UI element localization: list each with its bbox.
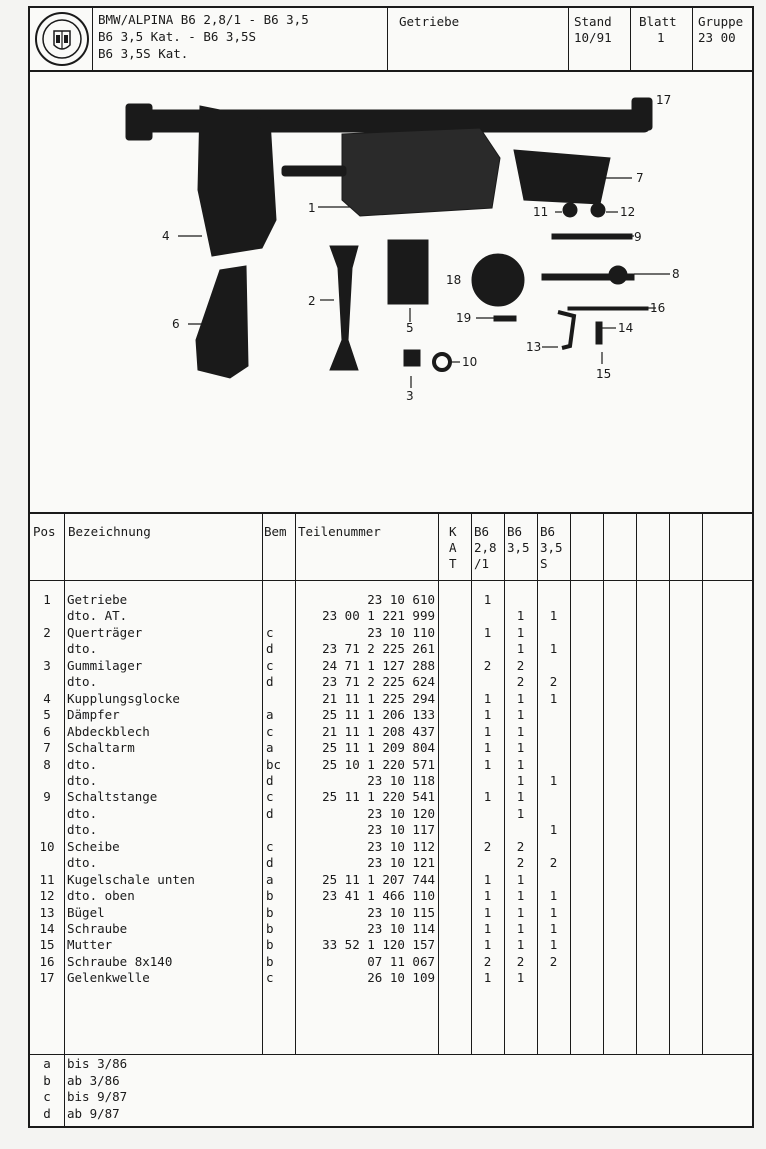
cover-plate-part [196, 266, 248, 378]
row-teilenummer: 24 71 1 127 288 [322, 657, 435, 673]
row-qty-b6-28: 1 [483, 871, 492, 887]
row-teilenummer: 23 10 121 [367, 855, 435, 871]
row-qty-b6-28: 1 [483, 921, 492, 936]
rubber-mount-part [388, 240, 428, 304]
row-bezeichnung: Kupplungsglocke [67, 690, 180, 706]
table-row [30, 855, 752, 872]
row-pos: 2 [43, 624, 51, 640]
row-qty-b6-35: 2 [516, 838, 525, 854]
row-teilenummer: 33 52 1 120 157 [322, 937, 435, 953]
row-qty-b6-35: 1 [516, 888, 525, 904]
gearbox-part [342, 128, 500, 216]
callout-19: 19 [456, 311, 472, 325]
row-qty-b6-35s: 1 [549, 690, 558, 706]
row-pos: 4 [43, 690, 51, 706]
legend-text: bis 9/87 [67, 1089, 128, 1104]
row-bem: b [266, 921, 274, 936]
row-bezeichnung: Schaltarm [67, 740, 135, 756]
row-qty-b6-35: 2 [516, 674, 525, 690]
row-bezeichnung: Getriebe [67, 592, 128, 607]
alpina-logo-icon [33, 11, 91, 67]
row-qty-b6-28: 2 [483, 953, 492, 969]
row-teilenummer: 07 11 067 [367, 953, 435, 969]
table-row [30, 905, 752, 922]
row-pos: 3 [43, 657, 51, 673]
callout-12: 12 [620, 205, 636, 219]
callout-9: 9 [634, 230, 642, 244]
row-pos: 11 [39, 871, 55, 887]
row-qty-b6-35s: 2 [549, 953, 558, 969]
callout-17: 17 [656, 93, 672, 107]
row-qty-b6-28: 1 [483, 690, 492, 706]
row-bezeichnung: Schraube [67, 921, 128, 936]
row-teilenummer: 21 11 1 208 437 [322, 723, 435, 739]
row-qty-b6-35s: 1 [549, 641, 558, 657]
row-bem: d [266, 641, 274, 657]
row-bem: b [266, 904, 274, 920]
row-bezeichnung: Abdeckblech [67, 723, 150, 739]
row-teilenummer: 23 10 110 [367, 624, 435, 640]
callout-8: 8 [672, 267, 680, 281]
row-teilenummer: 25 10 1 220 571 [322, 756, 435, 772]
row-qty-b6-35: 2 [516, 657, 525, 673]
table-row [30, 592, 752, 609]
row-qty-b6-35s: 1 [549, 822, 558, 838]
row-qty-b6-28: 1 [483, 707, 492, 723]
row-bezeichnung: Gummilager [67, 657, 143, 673]
row-pos: 8 [43, 756, 51, 772]
row-teilenummer: 25 11 1 220 541 [322, 789, 435, 805]
row-qty-b6-35: 2 [516, 855, 525, 871]
table-row [30, 954, 752, 971]
row-bezeichnung: dto. [67, 674, 98, 690]
row-qty-b6-35s: 1 [549, 921, 558, 936]
header-kat-3: T [449, 556, 457, 571]
row-bem: d [266, 772, 274, 788]
header-bem: Bem [264, 524, 287, 539]
model-line-2: B6 3,5 Kat. - B6 3,5S [98, 29, 257, 44]
row-bem: b [266, 888, 274, 904]
row-bem: a [266, 871, 274, 887]
table-row [30, 757, 752, 774]
legend-item [30, 1106, 752, 1123]
callout-14: 14 [618, 321, 634, 335]
shift-cover-part [514, 150, 610, 204]
row-bezeichnung: Schaltstange [67, 789, 158, 805]
legend-item [30, 1056, 752, 1073]
parts-sheet [28, 6, 754, 1128]
row-qty-b6-35: 1 [516, 756, 525, 772]
row-bem: c [266, 657, 274, 673]
row-pos: 12 [39, 888, 55, 904]
row-qty-b6-35: 1 [516, 740, 525, 756]
row-qty-b6-35s: 1 [549, 772, 558, 788]
row-pos: 9 [43, 789, 51, 805]
header-bezeichnung: Bezeichnung [68, 524, 151, 539]
row-qty-b6-28: 1 [483, 592, 492, 607]
callout-11: 11 [533, 205, 549, 219]
row-qty-b6-35: 1 [516, 641, 525, 657]
table-row [30, 641, 752, 658]
bell-housing-part [198, 106, 276, 256]
row-bem: d [266, 855, 274, 871]
row-pos: 13 [39, 904, 55, 920]
callout-16: 16 [650, 301, 666, 315]
row-qty-b6-35: 1 [516, 937, 525, 953]
header-b6-28-2: 2,8 [474, 540, 497, 555]
legend-key: b [43, 1072, 51, 1088]
parts-table [30, 512, 752, 1128]
row-qty-b6-28: 1 [483, 723, 492, 739]
row-qty-b6-35: 1 [516, 690, 525, 706]
row-qty-b6-35s: 2 [549, 674, 558, 690]
row-bezeichnung: dto. [67, 822, 98, 838]
row-qty-b6-35: 1 [516, 871, 525, 887]
table-row [30, 937, 752, 954]
exploded-parts-drawing [30, 70, 752, 512]
row-pos: 15 [39, 937, 55, 953]
legend-text: bis 3/86 [67, 1056, 128, 1071]
table-row [30, 740, 752, 757]
table-row [30, 724, 752, 741]
header-b6-35-1: B6 [507, 524, 523, 539]
model-line-1: BMW/ALPINA B6 2,8/1 - B6 3,5 [98, 12, 309, 27]
blatt-value: 1 [657, 30, 665, 45]
row-qty-b6-35: 1 [516, 904, 525, 920]
table-row [30, 789, 752, 806]
table-row [30, 806, 752, 823]
row-qty-b6-35s: 1 [549, 904, 558, 920]
table-row [30, 691, 752, 708]
row-qty-b6-28: 1 [483, 789, 492, 805]
row-bezeichnung: Dämpfer [67, 707, 120, 723]
row-teilenummer: 25 11 1 206 133 [322, 707, 435, 723]
row-bezeichnung: dto. AT. [67, 608, 128, 624]
row-bem: b [266, 953, 274, 969]
row-bezeichnung: dto. [67, 855, 98, 871]
row-qty-b6-35s: 1 [549, 888, 558, 904]
table-row [30, 773, 752, 790]
row-pos: 7 [43, 740, 51, 756]
row-qty-b6-28: 1 [483, 740, 492, 756]
table-row [30, 921, 752, 938]
row-teilenummer: 25 11 1 207 744 [322, 871, 435, 887]
header-kat-1: K [449, 524, 457, 539]
row-bezeichnung: dto. [67, 641, 98, 657]
row-qty-b6-28: 2 [483, 838, 492, 854]
row-bem: c [266, 624, 274, 640]
row-pos: 5 [43, 707, 51, 723]
row-bezeichnung: Querträger [67, 624, 143, 640]
row-qty-b6-28: 1 [483, 904, 492, 920]
row-bezeichnung: Gelenkwelle [67, 970, 150, 986]
legend-text: ab 3/86 [67, 1072, 120, 1088]
row-teilenummer: 21 11 1 225 294 [322, 690, 435, 706]
table-row [30, 625, 752, 642]
row-qty-b6-28: 1 [483, 970, 492, 986]
header-b6-35s-3: S [540, 556, 548, 571]
table-row [30, 658, 752, 675]
row-qty-b6-28: 1 [483, 888, 492, 904]
row-bezeichnung: Schraube 8x140 [67, 953, 173, 969]
header-kat-2: A [449, 540, 457, 555]
header-pos: Pos [33, 524, 56, 539]
callout-7: 7 [636, 171, 644, 185]
row-bem: c [266, 838, 274, 854]
table-row [30, 872, 752, 889]
row-teilenummer: 23 10 118 [367, 772, 435, 788]
table-row [30, 674, 752, 691]
gruppe-label: Gruppe [698, 14, 744, 29]
row-qty-b6-35: 1 [516, 624, 525, 640]
row-bezeichnung: dto. [67, 756, 98, 772]
table-row [30, 888, 752, 905]
callout-15: 15 [596, 367, 612, 381]
row-teilenummer: 23 41 1 466 110 [322, 888, 435, 904]
row-bem: a [266, 707, 274, 723]
row-teilenummer: 23 10 115 [367, 904, 435, 920]
stand-value: 10/91 [574, 30, 612, 45]
row-pos: 6 [43, 723, 51, 739]
table-row [30, 822, 752, 839]
row-bem: d [266, 805, 274, 821]
row-bezeichnung: Scheibe [67, 838, 120, 854]
row-bem: b [266, 937, 274, 953]
row-qty-b6-35: 1 [516, 921, 525, 936]
row-bezeichnung: Mutter [67, 937, 113, 953]
row-qty-b6-35: 1 [516, 723, 525, 739]
row-teilenummer: 26 10 109 [367, 970, 435, 986]
row-bem: c [266, 723, 274, 739]
row-teilenummer: 23 00 1 221 999 [322, 608, 435, 624]
row-teilenummer: 23 71 2 225 624 [322, 674, 435, 690]
callout-1: 1 [308, 201, 316, 215]
row-bem: a [266, 740, 274, 756]
row-pos: 17 [39, 970, 55, 986]
row-bezeichnung: Bügel [67, 904, 105, 920]
row-qty-b6-35s: 1 [549, 937, 558, 953]
callout-5: 5 [406, 321, 414, 335]
row-pos: 16 [39, 953, 55, 969]
gruppe-value: 23 00 [698, 30, 736, 45]
legend-item [30, 1089, 752, 1106]
callout-13: 13 [526, 340, 542, 354]
model-line-3: B6 3,5S Kat. [98, 46, 189, 61]
row-bem: bc [266, 756, 282, 772]
row-pos: 1 [43, 592, 51, 607]
callout-10: 10 [462, 355, 478, 369]
callout-2: 2 [308, 294, 316, 308]
group-name: Getriebe [399, 14, 460, 29]
row-qty-b6-35: 1 [516, 789, 525, 805]
row-qty-b6-28: 1 [483, 624, 492, 640]
row-teilenummer: 23 71 2 225 261 [322, 641, 435, 657]
row-qty-b6-35: 1 [516, 970, 525, 986]
row-bezeichnung: dto. [67, 772, 98, 788]
row-qty-b6-28: 2 [483, 657, 492, 673]
header-b6-35s-2: 3,5 [540, 540, 563, 555]
row-qty-b6-35: 1 [516, 608, 525, 624]
row-teilenummer: 23 10 120 [367, 805, 435, 821]
row-pos: 14 [39, 921, 55, 936]
row-qty-b6-35s: 1 [549, 608, 558, 624]
cross-member-part [330, 246, 358, 370]
callout-3: 3 [406, 389, 414, 403]
legend-key: a [43, 1056, 51, 1071]
row-teilenummer: 23 10 117 [367, 822, 435, 838]
legend-text: ab 9/87 [67, 1105, 120, 1121]
row-teilenummer: 23 10 112 [367, 838, 435, 854]
legend-key: d [43, 1105, 51, 1121]
table-row [30, 839, 752, 856]
row-qty-b6-35: 1 [516, 772, 525, 788]
callout-18: 18 [446, 273, 462, 287]
table-row [30, 608, 752, 625]
legend-item [30, 1073, 752, 1090]
header-b6-28-3: /1 [474, 556, 490, 571]
header-b6-35s-1: B6 [540, 524, 556, 539]
row-bezeichnung: Kugelschale unten [67, 871, 195, 887]
row-qty-b6-35: 1 [516, 805, 525, 821]
header-teilenummer: Teilenummer [298, 524, 381, 539]
callout-4: 4 [162, 229, 170, 243]
header-b6-35-2: 3,5 [507, 540, 530, 555]
row-pos: 10 [39, 838, 55, 854]
row-teilenummer: 23 10 610 [367, 592, 435, 607]
row-qty-b6-35: 1 [516, 707, 525, 723]
callout-6: 6 [172, 317, 180, 331]
row-bem: c [266, 970, 274, 986]
row-bezeichnung: dto. [67, 805, 98, 821]
row-qty-b6-28: 1 [483, 756, 492, 772]
row-bem: c [266, 789, 274, 805]
row-qty-b6-28: 1 [483, 937, 492, 953]
header-b6-28-1: B6 [474, 524, 490, 539]
row-bem: d [266, 674, 274, 690]
legend-key: c [43, 1089, 51, 1104]
blatt-label: Blatt [639, 14, 677, 29]
row-bezeichnung: dto. oben [67, 888, 135, 904]
table-row [30, 707, 752, 724]
row-qty-b6-35s: 2 [549, 855, 558, 871]
row-qty-b6-35: 2 [516, 953, 525, 969]
row-teilenummer: 25 11 1 209 804 [322, 740, 435, 756]
table-row [30, 970, 752, 987]
row-teilenummer: 23 10 114 [367, 921, 435, 936]
stand-label: Stand [574, 14, 612, 29]
sheet-header [30, 8, 752, 72]
